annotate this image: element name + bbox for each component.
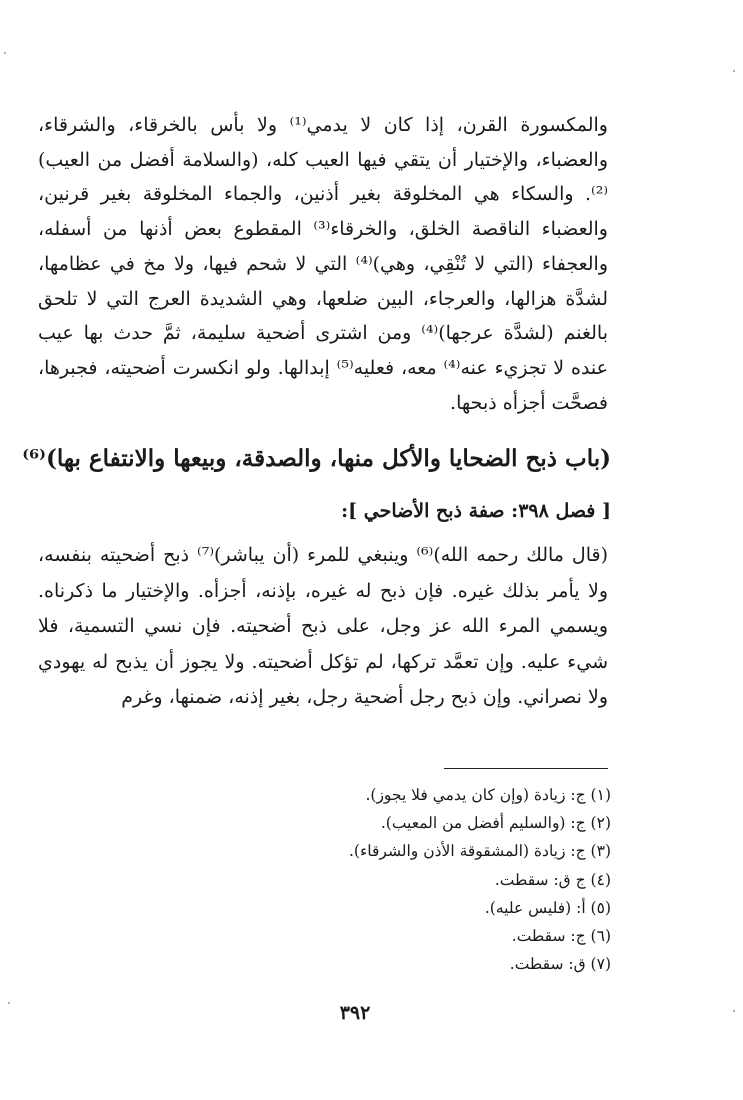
footnote-4: (٤) ج ق: سقطت. xyxy=(494,870,611,889)
footnotes xyxy=(211,781,611,978)
scan-speck xyxy=(733,1010,735,1012)
chapter-heading: (باب ذبح الضحايا والأكل منها، والصدقة، وبيعها والانتفاع بها)⁽⁶⁾ xyxy=(22,445,611,472)
footnote-7: (٧) ق: سقطت. xyxy=(509,955,611,974)
footnote-5: (٥) أ: (فليس عليه). xyxy=(484,898,611,917)
section-subheading: [ فصل ٣٩٨: صفة ذبح الأضاحي ]: xyxy=(341,500,611,522)
footnote-separator xyxy=(444,768,608,769)
body-paragraph-2: (قال مالك رحمه الله)⁽⁶⁾ وينبغي للمرء (أن يباشر)⁽⁷⁾ ذبح أضحيته بنفسه، ولا يأمر بذلك غيره. فإن ذبح له غيره، بإذنه، أجزأه. والإختيار ما ذكرناه. ويسمي المرء الله عز وجل، على ذبح أضحيته. فإن نسي التسمية، فلا شيء عليه. وإن تعمَّد تركها، لم تؤكل أضحيته. ولا يجوز أن يذبح له يهودي ولا نصراني. وإن ذبح رجل أضحية رجل، بغير إذنه، ضمنها، وغرم xyxy=(38,544,608,709)
scan-speck xyxy=(8,1002,10,1004)
footnote-1: (١) ج: زيادة (وإن كان يدمي فلا يجوز). xyxy=(365,786,611,804)
footnote-3: (٣) ج: زيادة (المشقوقة الأذن والشرقاء). xyxy=(349,842,611,861)
footnote-6: (٦) ج: سقطت. xyxy=(511,927,611,946)
scan-speck xyxy=(733,70,735,72)
footnote-2: (٢) ج: (والسليم أفضل من المعيب). xyxy=(380,814,611,833)
page-number: ٣٩٢ xyxy=(339,1002,371,1024)
scan-speck xyxy=(4,52,6,54)
body-paragraph-1: والمكسورة القرن، إذا كان لا يدمي⁽¹⁾ ولا بأس بالخرقاء، والشرقاء، والعضباء، والإختيار أن يتقي فيها العيب كله، (والسلامة أفضل من العيب)⁽²⁾. والسكاء هي المخلوقة بغير أذنين، والجماء المخلوقة بغير قرنين، والعضباء الناقصة الخلق، والخرقاء⁽³⁾ المقطوع بعض أذنها من أسفله، والعجفاء (التي لا تُنْقِي، وهي)⁽⁴⁾ التي لا شحم فيها، ولا مخ في عظامها، لشدَّة هزالها، والعرجاء، البين ضلعها، وهي الشديدة العرج التي لا تلحق بالغنم (لشدَّة عرجها)⁽⁴⁾ ومن اشترى أضحية سليمة، ثمَّ حدث بها عيب عنده لا تجزيء عنه⁽⁴⁾ معه، فعليه⁽⁵⁾ إبدالها. ولو انكسرت أضحيته، فجبرها، فصحَّت أجزأه ذبحها. xyxy=(38,114,609,414)
